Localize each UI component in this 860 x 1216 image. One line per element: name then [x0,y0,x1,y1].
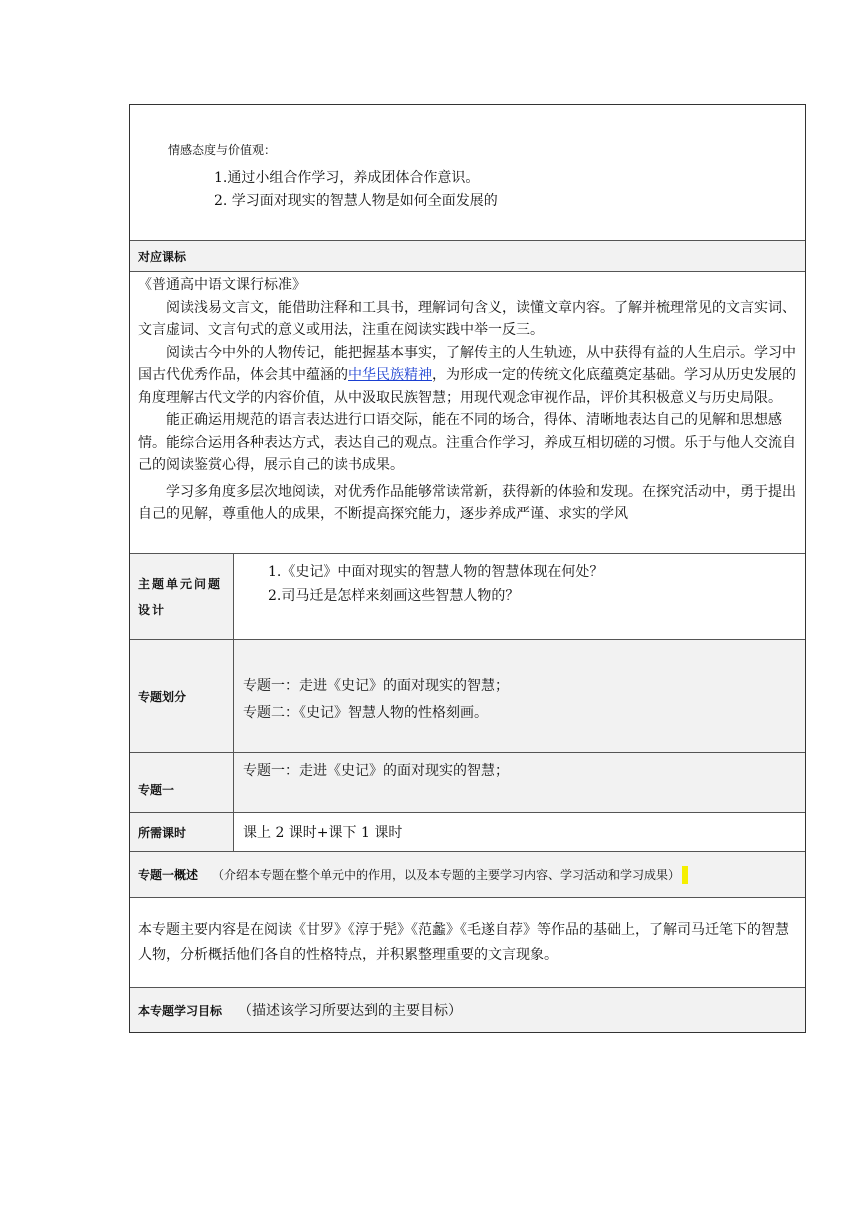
standards-paragraph-1: 阅读浅易文言文，能借助注释和工具书，理解词句含义，读懂文章内容。了解并梳理常见的文言实词、文言虚词、文言句式的意义或用法，注重在阅读实践中举一反三。 [138,299,796,338]
theme-questions-content [234,554,805,639]
standards-label-row [130,241,805,272]
theme-questions-row [130,554,805,640]
objectives-label: 本专题学习目标 [138,1003,223,1018]
hours-label: 所需课时 [130,813,234,851]
overview-note: （介绍本专题在整个单元中的作用，以及本专题的主要学习内容、学习活动和学习成果） [212,868,681,882]
topic1-label: 专题一 [130,753,234,812]
overview-text: 本专题主要内容是在阅读《甘罗》《淳于髡》《范蠡》《毛遂自荐》等作品的基础上，了解司马迁笔下的智慧人物，分析概括他们各自的性格特点，并积累整理重要的文言现象。 [138,922,789,963]
hours-row [130,813,805,852]
topic1-row [130,753,805,813]
theme-questions-label: 主题单元问题设计 [130,554,234,639]
division-topic-1: 专题一：走进《史记》的面对现实的智慧； [243,678,509,694]
standards-label: 对应课标 [138,249,187,264]
objectives-note: （描述该学习所要达到的主要目标） [238,1003,463,1019]
division-label: 专题划分 [130,640,234,752]
theme-question-1: 1.《史记》中面对现实的智慧人物的智慧体现在何处？ [268,564,604,580]
standards-paragraph-4: 学习多角度多层次地阅读，对优秀作品能够常读常新，获得新的体验和发现。在探究活动中，勇于提出自己的见解，尊重他人的成果，不断提高探究能力，逐步养成严谨、求实的学风 [138,483,796,522]
overview-label: 专题一概述 [138,868,199,882]
division-content [234,640,805,752]
chinese-spirit-link[interactable]: 中华民族精神 [348,367,432,383]
standards-paragraph-3: 能正确运用规范的语言表达进行口语交际，能在不同的场合，得体、清晰地表达自己的见解和思想感情。能综合运用各种表达方式，表达自己的观点。注重合作学习，养成互相切磋的习惯。乐于与他人交流自己的阅读鉴赏心得，展示自己的读书成果。 [138,412,796,473]
overview-label-row [130,852,805,898]
objectives-label-row [130,988,805,1032]
standards-paragraph-2: 阅读古今中外的人物传记，能把握基本事实，了解传主的人生轨迹，从中获得有益的人生启示。学习中国古代优秀作品，体会其中蕴涵的中华民族精神，为形成一定的传统文化底蕴奠定基础。学习从历史发展的角度理解古代文学的内容价值，从中汲取民族智慧；用现代观念审视作品，评价其积极意义与历史局限。 [138,344,796,406]
highlight-mark [682,866,688,884]
standards-body-row [130,272,805,554]
emotion-row [130,105,805,241]
overview-text-row [130,898,805,988]
standards-title: 《普通高中语文课行标准》 [138,277,306,293]
lesson-plan-table [129,104,806,1033]
emotion-item-2: 2. 学习面对现实的智慧人物是如何全面发展的 [214,193,498,209]
hours-content: 课上 2 课时+课下 1 课时 [243,825,403,841]
emotion-item-1: 1.通过小组合作学习，养成团体合作意识。 [214,170,480,186]
division-topic-2: 专题二：《史记》智慧人物的性格刻画。 [243,705,488,721]
theme-question-2: 2.司马迁是怎样来刻画这些智慧人物的？ [268,588,520,604]
topic1-content: 专题一：走进《史记》的面对现实的智慧； [234,753,805,812]
division-row [130,640,805,753]
emotion-heading: 情感态度与价值观： [168,143,277,157]
